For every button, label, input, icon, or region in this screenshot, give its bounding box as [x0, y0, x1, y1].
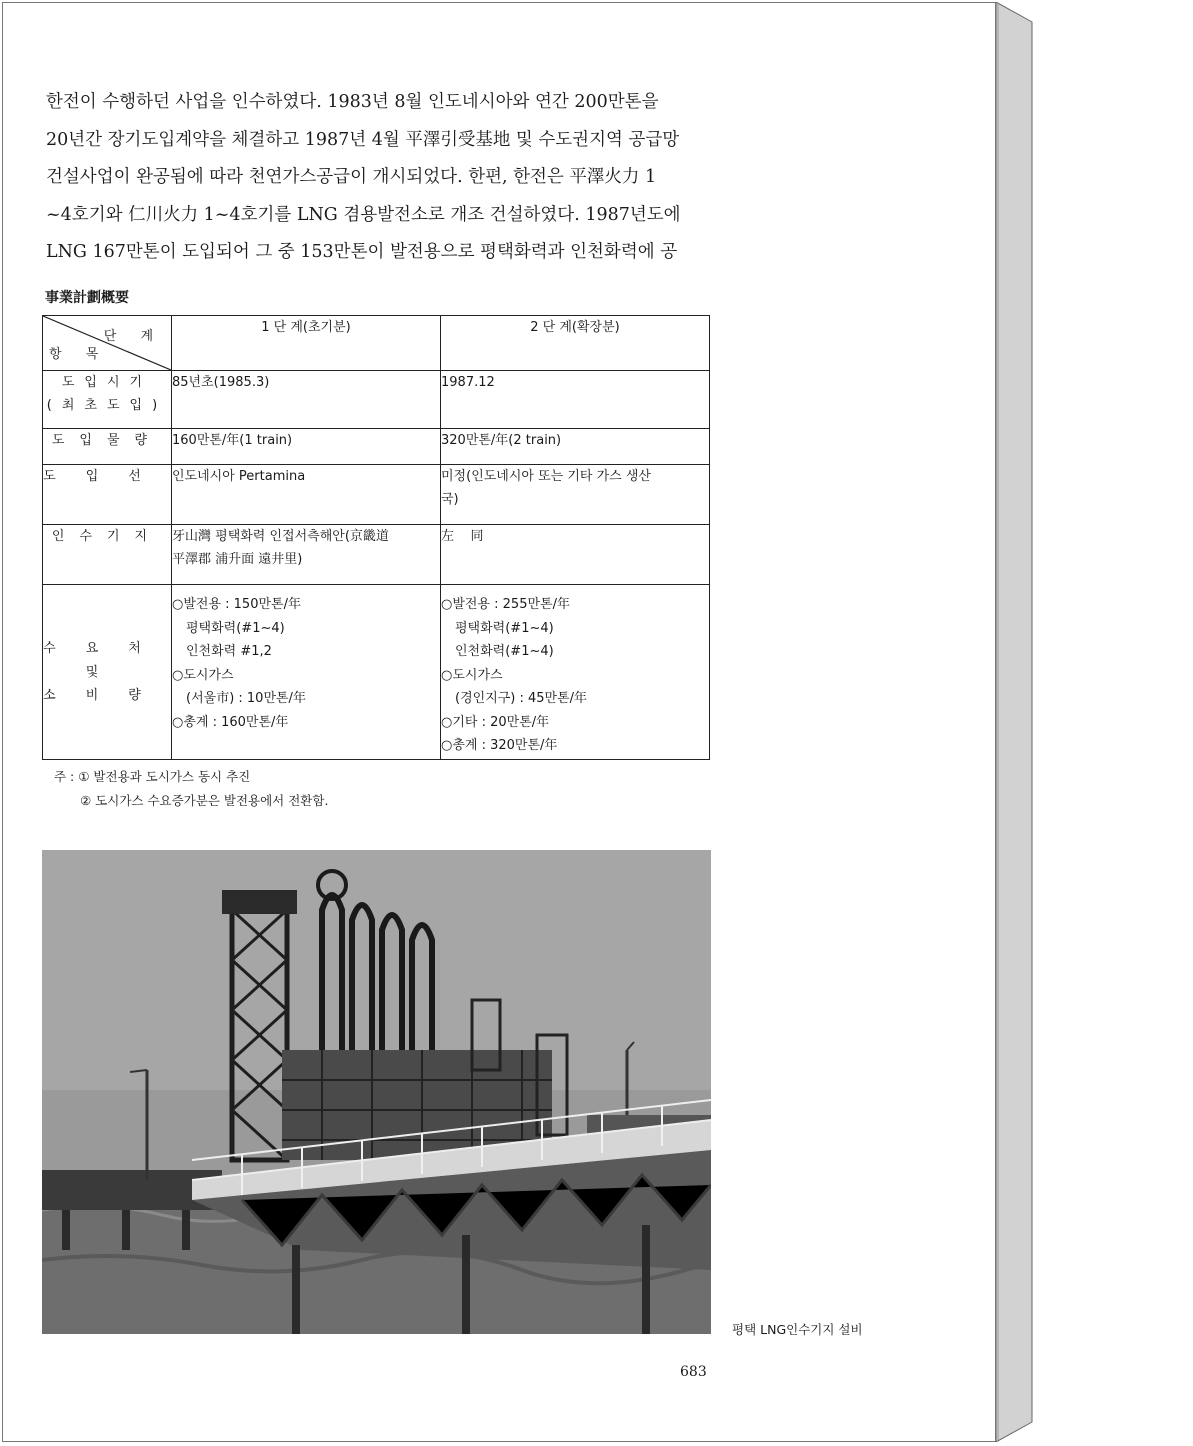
row-label: 도입선 — [43, 465, 172, 525]
row-label: 도입시기 (최초도입) — [43, 371, 172, 429]
stage1-cell: 牙山灣 평택화력 인접서측해안(京畿道 平澤郡 浦升面 遠井里) — [172, 525, 441, 585]
row-label: 도입물량 — [43, 429, 172, 465]
table-row — [43, 525, 710, 585]
header-stage1: 1 단 계(초기분) — [172, 316, 441, 371]
table-header-row — [43, 316, 710, 371]
stage2-cell: 左 同 — [441, 525, 710, 585]
table-title: 事業計劃概要 — [45, 290, 129, 306]
table-row — [43, 371, 710, 429]
page-number: 683 — [680, 1364, 707, 1380]
note-line: 주 : ① 발전용과 도시가스 동시 추진 — [54, 769, 251, 784]
note-line: ② 도시가스 수요증가분은 발전용에서 전환함. — [80, 793, 329, 808]
plan-table — [42, 315, 710, 760]
paragraph-line: 건설사업이 완공됨에 따라 천연가스공급이 개시되었다. 한편, 한전은 平澤火力 1 — [46, 167, 657, 187]
stage1-cell: 인도네시아 Pertamina — [172, 465, 441, 525]
row-label: 인수기지 — [43, 525, 172, 585]
stage2-cell: 미정(인도네시아 또는 기타 가스 생산 국) — [441, 465, 710, 525]
table-row — [43, 429, 710, 465]
table-row — [43, 585, 710, 760]
stage2-cell: ○발전용 : 255만톤/年 평택화력(#1~4) 인천화력(#1~4) ○도시가스 (경인지구) : 45만톤/年 ○기타 : 20만톤/年 ○총계 : 320만톤/年 — [441, 585, 710, 760]
header-stage: 단 계 — [103, 329, 163, 344]
header-item: 항 목 — [49, 347, 109, 362]
photo-caption: 평택 LNG인수기지 설비 — [732, 1322, 863, 1337]
body-paragraph — [46, 84, 716, 272]
table-row — [43, 465, 710, 525]
stage1-cell: 85년초(1985.3) — [172, 371, 441, 429]
paragraph-line: 20년간 장기도입계약을 체결하고 1987년 4월 平澤引受基地 및 수도권지역 공급망 — [46, 129, 680, 150]
table-notes — [54, 765, 328, 813]
paragraph-line: ~4호기와 仁川火力 1~4호기를 LNG 겸용발전소로 개조 건설하였다. 1987년도에 — [46, 204, 681, 225]
stage1-cell: 160만톤/年(1 train) — [172, 429, 441, 465]
stage2-cell: 1987.12 — [441, 371, 710, 429]
lng-terminal-photo — [42, 850, 711, 1334]
book-page-edge — [996, 2, 1034, 1442]
header-stage2: 2 단 계(확장분) — [441, 316, 710, 371]
row-label: 수요처 및 소비량 — [43, 585, 172, 760]
paragraph-line: 한전이 수행하던 사업을 인수하였다. 1983년 8월 인도네시아와 연간 200만톤을 — [46, 92, 659, 112]
corner-header-cell — [43, 316, 172, 371]
stage1-cell: ○발전용 : 150만톤/年 평택화력(#1~4) 인천화력 #1,2 ○도시가스 (서울市) : 10만톤/年 ○총계 : 160만톤/年 — [172, 585, 441, 760]
paragraph-line: LNG 167만톤이 도입되어 그 중 153만톤이 발전용으로 평택화력과 인천화력에 공 — [46, 242, 678, 262]
stage2-cell: 320만톤/年(2 train) — [441, 429, 710, 465]
